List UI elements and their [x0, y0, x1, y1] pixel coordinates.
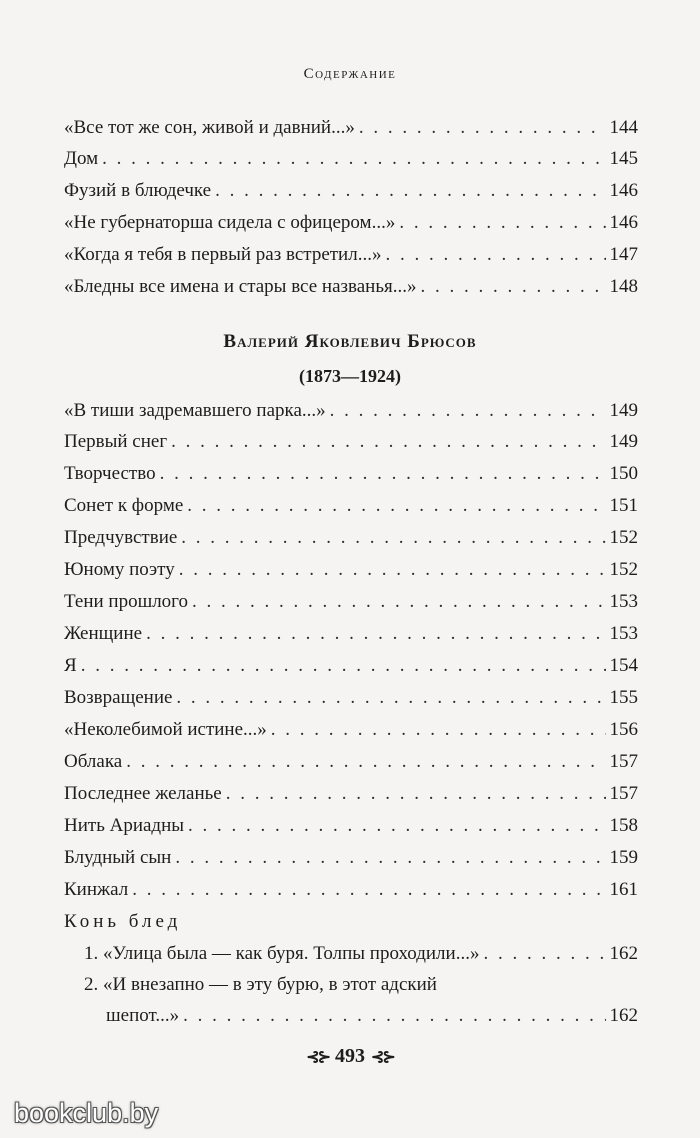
toc-entry-page: 148	[609, 276, 638, 297]
ornament-right-icon: ⊰⊱	[371, 1049, 394, 1066]
toc-entry-page: 162	[609, 943, 638, 964]
toc-entry-page: 157	[609, 751, 638, 772]
toc-entry	[64, 114, 638, 142]
leader-dots	[175, 844, 605, 872]
toc-entry	[64, 556, 638, 584]
toc-entry-page: 152	[609, 527, 638, 548]
toc-entry	[64, 177, 638, 205]
toc-entry-page: 149	[609, 400, 638, 421]
toc-entry-title: «Не губернаторша сидела с офицером...»	[64, 212, 396, 233]
toc-entry-title: «В тиши задремавшего парка...»	[64, 400, 326, 421]
toc-entry	[64, 876, 638, 904]
toc-entry-title: «Все тот же сон, живой и давний...»	[64, 117, 355, 138]
toc-entry-title: Тени прошлого	[64, 591, 189, 612]
page-number-footer	[0, 1045, 700, 1068]
toc-entry-title: 2. «И внезапно — в эту бурю, в этот адский	[84, 974, 437, 995]
toc-entry-title: Нить Ариадны	[64, 815, 185, 836]
leader-dots	[132, 876, 605, 904]
toc-entry-page: 154	[609, 655, 638, 676]
toc-entry-page: 151	[609, 495, 638, 516]
toc-entry-page: 147	[609, 244, 638, 265]
toc-entry-page: 153	[609, 623, 638, 644]
watermark: bookclub.by	[14, 1098, 159, 1128]
running-head: Содержание	[303, 66, 397, 82]
leader-dots	[146, 620, 605, 648]
toc-subentry-continuation	[64, 1002, 638, 1030]
toc-entry	[64, 652, 638, 680]
toc-entry	[64, 524, 638, 552]
leader-dots	[399, 209, 605, 237]
toc-entry-title: Блудный сын	[64, 847, 172, 868]
leader-dots	[192, 588, 605, 616]
toc-entry	[64, 748, 638, 776]
toc-entry	[64, 273, 638, 301]
leader-dots	[215, 177, 605, 205]
author-heading: Валерий Яковлевич Брюсов	[223, 331, 477, 352]
leader-dots	[181, 524, 605, 552]
toc-entry-title: Фузий в блюдечке	[64, 180, 212, 201]
toc-entry	[64, 684, 638, 712]
leader-dots	[102, 145, 605, 173]
leader-dots	[81, 652, 606, 680]
toc-entry-title: Предчувствие	[64, 527, 178, 548]
leader-dots	[359, 114, 606, 142]
toc-entry-title: Облака	[64, 751, 123, 772]
toc-entry	[64, 716, 638, 744]
toc-entry	[64, 812, 638, 840]
toc-entry-page: 155	[609, 687, 638, 708]
section-heading: Конь блед	[64, 911, 182, 932]
leader-dots	[420, 273, 605, 301]
leader-dots	[271, 716, 606, 744]
toc-entry-page: 146	[609, 212, 638, 233]
leader-dots	[179, 556, 606, 584]
toc-entry-title: Сонет к форме	[64, 495, 184, 516]
toc-entry-page: 156	[609, 719, 638, 740]
toc-entry	[64, 780, 638, 808]
toc-entry-page: 152	[609, 559, 638, 580]
toc-entry-title: Творчество	[64, 463, 156, 484]
toc-entry-page: 144	[609, 117, 638, 138]
toc-entry-title: Дом	[64, 148, 99, 169]
toc-entry	[64, 620, 638, 648]
page-number: 493	[335, 1045, 365, 1067]
leader-dots	[187, 492, 605, 520]
toc-entry-title: Последнее желанье	[64, 783, 222, 804]
toc-entry	[64, 492, 638, 520]
toc-entry-title: Возвращение	[64, 687, 173, 708]
toc-entry-title: Первый снег	[64, 431, 168, 452]
toc-entry	[64, 428, 638, 456]
toc-entry-page: 145	[609, 148, 638, 169]
leader-dots	[330, 397, 606, 425]
toc-entry-title: Я	[64, 655, 77, 676]
toc-entry-page: 149	[609, 431, 638, 452]
toc-entry	[64, 588, 638, 616]
leader-dots	[126, 748, 605, 776]
toc-entry-page: 161	[609, 879, 638, 900]
leader-dots	[226, 780, 606, 808]
leader-dots	[183, 1002, 605, 1030]
toc-entry-page: 158	[609, 815, 638, 836]
toc-entry-title: 1. «Улица была — как буря. Толпы проходили...»	[84, 943, 480, 964]
toc-entry-page: 159	[609, 847, 638, 868]
leader-dots	[483, 940, 605, 968]
leader-dots	[188, 812, 605, 840]
toc-entry-page: 162	[609, 1005, 638, 1026]
toc-entry-title: «Бледны все имена и стары все названья...»	[64, 276, 417, 297]
toc-entry	[64, 397, 638, 425]
toc-entry	[64, 844, 638, 872]
author-years: (1873—1924)	[299, 366, 401, 386]
toc-entry	[64, 145, 638, 173]
toc-entry-title: Юному поэту	[64, 559, 175, 580]
leader-dots	[385, 241, 605, 269]
toc-entry-title: «Когда я тебя в первый раз встретил...»	[64, 244, 382, 265]
toc-entry	[64, 241, 638, 269]
ornament-left-icon: ⊰⊱	[306, 1049, 329, 1066]
leader-dots	[176, 684, 605, 712]
toc-entry-page: 153	[609, 591, 638, 612]
toc-entry-page: 146	[609, 180, 638, 201]
toc-entry-page: 150	[609, 463, 638, 484]
toc-entry-title-continuation: шепот...»	[106, 1005, 180, 1026]
leader-dots	[160, 460, 606, 488]
toc-entry-title: «Неколебимой истине...»	[64, 719, 267, 740]
toc-entry	[64, 209, 638, 237]
toc-entry-page: 157	[609, 783, 638, 804]
toc-entry	[64, 460, 638, 488]
leader-dots	[171, 428, 605, 456]
toc-entry-title: Женщине	[64, 623, 143, 644]
toc-subentry	[84, 971, 638, 999]
toc-subentry	[84, 940, 638, 968]
toc-entry-title: Кинжал	[64, 879, 129, 900]
